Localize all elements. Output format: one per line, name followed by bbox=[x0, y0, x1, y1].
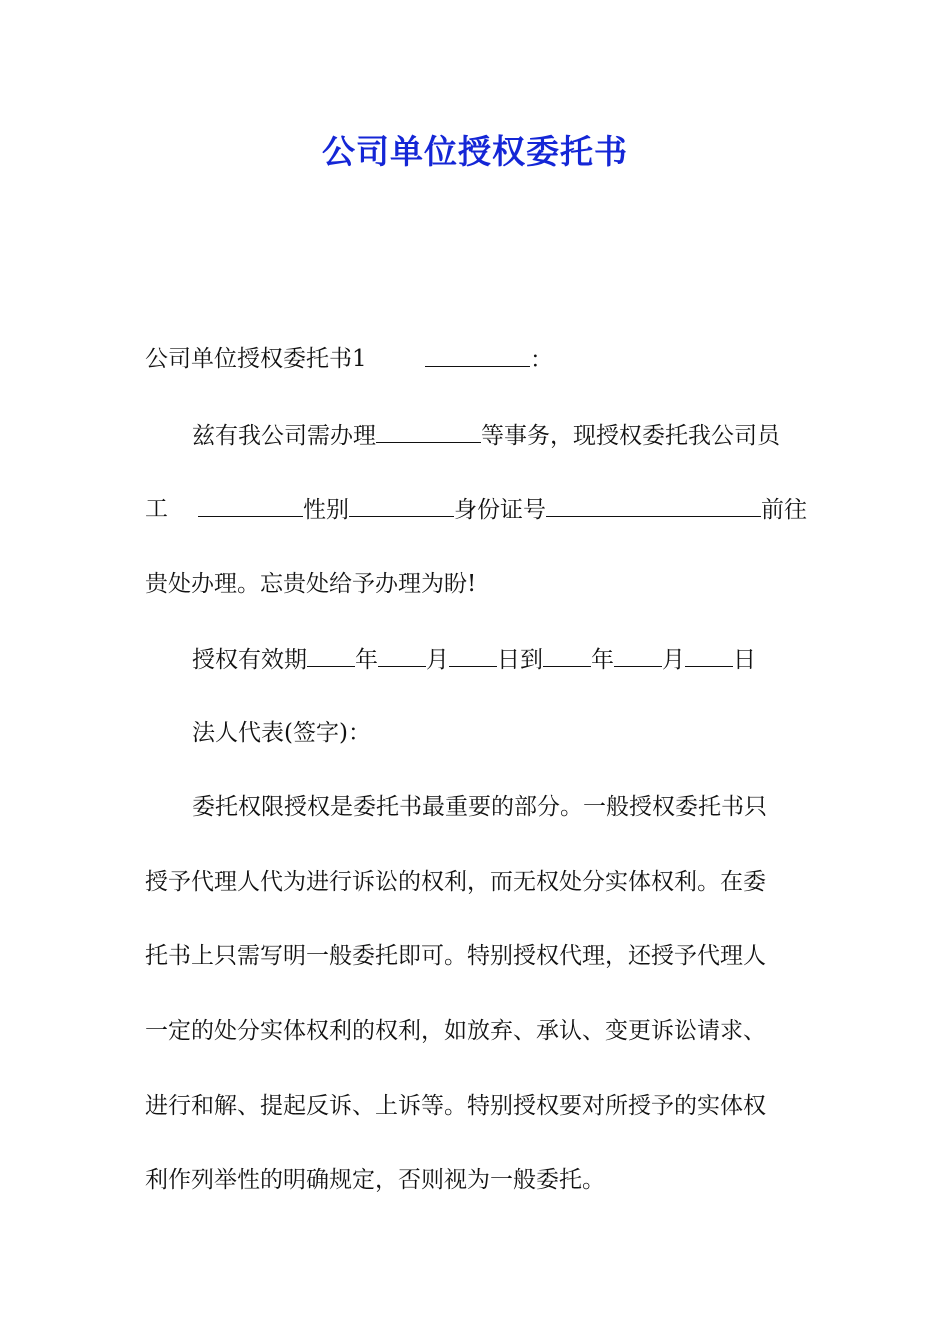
start-year-blank bbox=[307, 644, 355, 667]
employee-name-blank bbox=[198, 494, 303, 517]
body-line: 托书上只需写明一般委托即可。特别授权代理，还授予代理人 bbox=[145, 943, 766, 969]
addressee-blank bbox=[425, 344, 530, 367]
validity-line bbox=[192, 644, 756, 675]
signature-line bbox=[192, 718, 371, 748]
addressee-line bbox=[425, 344, 553, 375]
day-label: 日 bbox=[733, 647, 756, 673]
end-month-blank bbox=[614, 644, 662, 667]
form-line-1 bbox=[192, 420, 780, 451]
body-line: 授予代理人代为进行诉讼的权利，而无权处分实体权利。在委 bbox=[145, 869, 766, 895]
start-day-blank bbox=[449, 644, 497, 667]
employee-blank-wrap bbox=[198, 494, 807, 525]
id-number-label: 身份证号 bbox=[454, 497, 546, 523]
section-heading bbox=[145, 344, 367, 374]
end-year-blank bbox=[543, 644, 591, 667]
matter-blank bbox=[376, 420, 481, 443]
start-month-blank bbox=[378, 644, 426, 667]
gender-blank bbox=[349, 494, 454, 517]
employee-label: 工 bbox=[145, 496, 168, 522]
year-label: 年 bbox=[355, 647, 378, 673]
proceed-label: 前往 bbox=[761, 497, 807, 523]
id-number-blank bbox=[546, 494, 761, 517]
body-line: 委托权限授权是委托书最重要的部分。一般授权委托书只 bbox=[192, 794, 767, 820]
form-line-2 bbox=[145, 494, 807, 525]
document-title: 公司单位授权委托书 bbox=[322, 132, 628, 171]
form-line-3 bbox=[145, 569, 476, 599]
day-to-label: 日到 bbox=[497, 647, 543, 673]
body-line: 利作列举性的明确规定，否则视为一般委托。 bbox=[145, 1167, 605, 1193]
matter-label: 兹有我公司需办理 bbox=[192, 423, 376, 449]
gender-label: 性别 bbox=[303, 497, 349, 523]
month-label: 月 bbox=[426, 647, 449, 673]
signature-label: 法人代表(签字)： bbox=[192, 720, 371, 746]
validity-label: 授权有效期 bbox=[192, 647, 307, 673]
section-heading-label: 公司单位授权委托书1 bbox=[145, 346, 367, 372]
end-day-blank bbox=[685, 644, 733, 667]
matter-suffix: 等事务，现授权委托我公司员 bbox=[481, 423, 780, 449]
month-label: 月 bbox=[662, 647, 685, 673]
body-line: 一定的处分实体权利的权利，如放弃、承认、变更诉讼请求、 bbox=[145, 1018, 766, 1044]
addressee-colon: ： bbox=[530, 347, 553, 373]
year-label: 年 bbox=[591, 647, 614, 673]
body-line: 进行和解、提起反诉、上诉等。特别授权要对所授予的实体权 bbox=[145, 1093, 766, 1119]
request-text: 贵处办理。忘贵处给予办理为盼! bbox=[145, 571, 477, 597]
